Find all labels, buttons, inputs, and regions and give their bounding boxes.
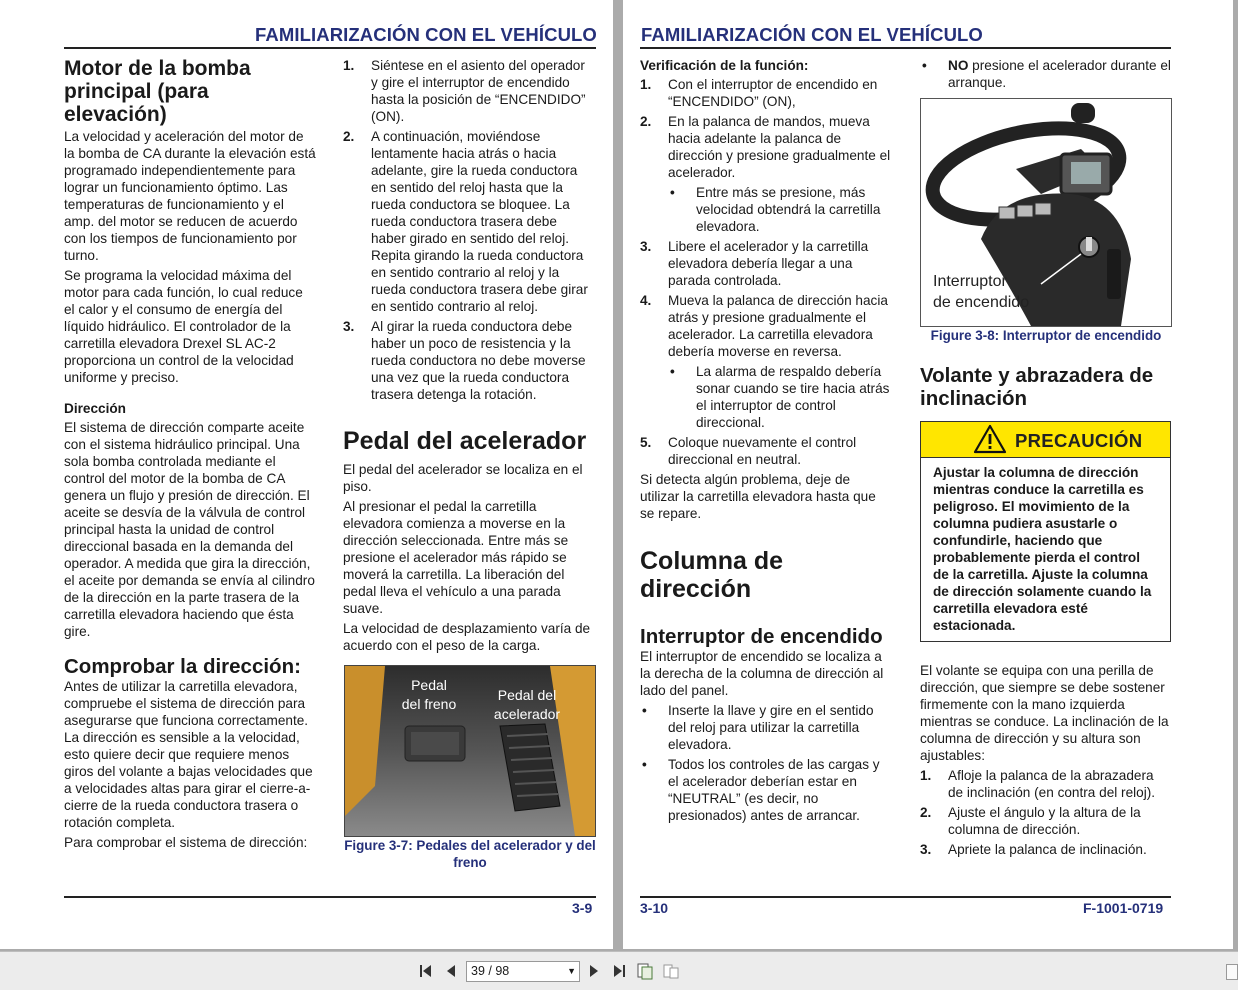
list-item: 3. Apriete la palanca de inclinación.: [920, 842, 1147, 857]
caution-box: [920, 421, 1171, 642]
next-page-icon[interactable]: [584, 961, 604, 981]
list-item: • Todos los controles de las cargas y el acelerador deberían estar en “NEUTRAL” (es decir, no presionados) antes de arrancar.: [642, 757, 880, 823]
list-item: • Inserte la llave y gire en el sentido del reloj para utilizar la carretilla elevadora.: [642, 703, 874, 752]
pedal-paragraph-3: La velocidad de desplazamiento varía de acuerdo con el peso de la carga.: [343, 621, 591, 653]
pedal-paragraph-2: Al presionar el pedal la carretilla elevadora comienza a moverse en la dirección seleccionada. Entre más se presione el acelerador más rápido se moverá la carretilla. La liberación del pedal lleva el vehículo a una parada suave.: [343, 499, 569, 616]
single-page-view-icon[interactable]: [635, 961, 655, 981]
list-item: 1. Siéntese en el asiento del operador y gire el interruptor de encendido hasta la posición de “ENCENDIDO” (ON).: [343, 58, 586, 124]
tilt-steps-list: [920, 767, 1172, 858]
volante-section: [920, 364, 1172, 410]
pedal-section-title: Pedal del acelerador: [343, 427, 587, 455]
chevron-down-icon: ▼: [567, 966, 576, 976]
first-page-icon[interactable]: [416, 961, 436, 981]
motor-paragraph-2: Se programa la velocidad máxima del motor para cada función, lo cual reduce el calor y el consumo de energía del líquido hidráulico. El controlador de la carretilla elevadora Drexel SL AC-2 proporciona un control de la velocidad uniforme y preciso.: [64, 268, 303, 385]
footer-rule: [640, 896, 1171, 898]
interruptor-paragraph: El interruptor de encendido se localiza a la derecha de la columna de dirección al lado del panel.: [640, 649, 884, 698]
last-page-icon[interactable]: [609, 961, 629, 981]
list-item: 2. En la palanca de mandos, mueva hacia adelante la palanca de dirección y presione gradualmente el acelerador. • Entre más se presione, más velocidad obtendrá la carretilla elevadora.: [640, 114, 891, 234]
problem-note: Si detecta algún problema, deje de utilizar la carretilla elevadora hasta que se repare.: [640, 472, 876, 521]
header-rule: [640, 47, 1171, 49]
caution-title: PRECAUCIÓN: [1015, 430, 1143, 451]
start-bullet: [920, 57, 1172, 91]
list-item: 1. Con el interruptor de encendido en “ENCENDIDO” (ON),: [640, 77, 878, 109]
header-rule: [64, 47, 596, 49]
steering-steps-list: [343, 57, 595, 403]
figure-caption: Figure 3-8: Interruptor de encendido: [930, 328, 1162, 343]
page-header: FAMILIARIZACIÓN CON EL VEHÍCULO: [255, 24, 597, 45]
verificacion-title: Verificación de la función:: [640, 58, 809, 73]
comprobar-paragraph-2: Para comprobar el sistema de dirección:: [64, 835, 308, 850]
sidebar-toggle-icon[interactable]: [1226, 964, 1238, 980]
list-item: • NO presione el acelerador durante el arranque.: [922, 58, 1171, 90]
columna-section-title: Columna de dirección: [640, 547, 784, 603]
left-page: [0, 0, 613, 949]
right-column: [343, 57, 595, 657]
page-number-select[interactable]: 39 / 98 ▼: [466, 961, 580, 982]
document-code: F-1001-0719: [1083, 900, 1164, 916]
page-header: FAMILIARIZACIÓN CON EL VEHÍCULO: [641, 24, 983, 45]
pdf-toolbar: [0, 951, 1238, 990]
list-item: 3. Libere el acelerador y la carretilla elevadora debería llegar a una parada controlada.: [640, 239, 869, 288]
list-item: • Entre más se presione, más velocidad obtendrá la carretilla elevadora.: [670, 185, 881, 234]
right-column: [920, 57, 1172, 94]
ignition-photo: [920, 98, 1172, 327]
comprobar-paragraph-1: Antes de utilizar la carretilla elevadora, compruebe el sistema de dirección para asegurarse que funciona correctamente. La dirección es sensible a la velocidad, esto quiere decir que requiere menos giros del volante a bajas velocidades que a velocidades altas para girar el cierre-a-cierre de la rueda conductora trasera o rotación completa.: [64, 679, 313, 830]
ignition-label: Interruptor de encendido: [933, 273, 1030, 311]
volante-section-title: Volante y abrazadera de inclinación: [920, 364, 1154, 410]
direccion-paragraph: El sistema de dirección comparte aceite con el sistema hidráulico principal. Una sola bomba controlada mediante el control del motor de la bomba de CA genera un flujo y presión de dirección. El aceite se desvía de la válvula de control principal hasta la unidad de control direccional basada en la demanda del operador. A medida que gira la dirección, el aceite por demanda se envía al cilindro de la dirección en la parte trasera de la carretilla elevadora haciendo que ésta gire.: [64, 420, 315, 639]
two-page-view-icon[interactable]: [661, 961, 681, 981]
figure-caption: Figure 3-7: Pedales del acelerador y del freno: [344, 838, 596, 870]
caution-header: [921, 422, 1170, 458]
interruptor-bullets: [640, 702, 892, 824]
list-item: 4. Mueva la palanca de dirección hacia atrás y presione gradualmente el acelerador. La carretilla elevadora debería moverse en reversa. • La alarma de respaldo debería sonar cuando se tire hacia atrás el interruptor de control direccional.: [640, 292, 892, 431]
pedal-paragraph-1: El pedal del acelerador se localiza en el piso.: [343, 462, 583, 494]
motor-section-title: Motor de la bomba principal (para elevación): [64, 57, 251, 126]
list-item: 1. Afloje la palanca de la abrazadera de inclinación (en contra del reloj).: [920, 768, 1156, 800]
list-item: 2. Ajuste el ángulo y la altura de la columna de dirección.: [920, 805, 1141, 837]
footer-rule: [64, 896, 596, 898]
warning-triangle-icon: [973, 424, 1007, 454]
list-item: 2. A continuación, moviéndose lentamente hacia atrás o hacia adelante, gire la rueda conductora en sentido del reloj hasta que la rueda conductora se bloquee. La rueda conductora trasera debe haber girado en sentido del reloj. Repita girando la rueda conductora en sentido contrario al reloj y la rueda conductora trasera debe girar en sentido contrario al reloj.: [343, 129, 588, 314]
left-column: [64, 57, 316, 854]
right-page: [623, 0, 1233, 949]
left-column: [640, 57, 892, 827]
caution-text: Ajustar la columna de dirección mientras conduce la carretilla es peligroso. El movimiento de la columna pudiera asustarle o confundirle, haciendo que probablemente pierda el control de la carretilla. Ajuste la columna de dirección solamente cuando la carretilla elevadora esté estacionada.: [933, 465, 1152, 633]
list-item: 5. Coloque nuevamente el control direccional en neutral.: [640, 435, 857, 467]
page-number: 3-9: [572, 900, 593, 916]
list-item: 3. Al girar la rueda conductora debe haber un poco de resistencia y la rueda conductora no debe moverse una vez que la rueda conductora trasera detenga la rotación.: [343, 319, 586, 402]
interruptor-title: Interruptor de encendido: [640, 625, 883, 648]
volante-paragraph: El volante se equipa con una perilla de dirección, que siempre se debe sostener firmemente con la mano izquierda mientras se conduce. La inclinación de la columna de dirección y su altura son ajustables:: [920, 663, 1169, 763]
pedals-photo: [344, 665, 596, 837]
prev-page-icon[interactable]: [441, 961, 461, 981]
accelerator-pedal-label: Pedal del acelerador: [493, 687, 561, 722]
motor-paragraph-1: La velocidad y aceleración del motor de la bomba de CA durante la elevación está programado independientemente para lograr un funcionamiento óptimo. Las temperaturas de funcionamiento y el amp. del motor se reducen de acuerdo con los tiempos de funcionamiento por turno.: [64, 129, 316, 263]
direccion-title: Dirección: [64, 401, 126, 416]
comprobar-title: Comprobar la dirección:: [64, 655, 301, 678]
page-number: 3-10: [640, 900, 669, 916]
volante-body: [920, 662, 1172, 861]
list-item: • La alarma de respaldo debería sonar cuando se tire hacia atrás el interruptor de control direccional.: [670, 364, 890, 430]
function-check-list: [640, 76, 892, 468]
brake-pedal-label: Pedal del freno: [401, 677, 457, 712]
